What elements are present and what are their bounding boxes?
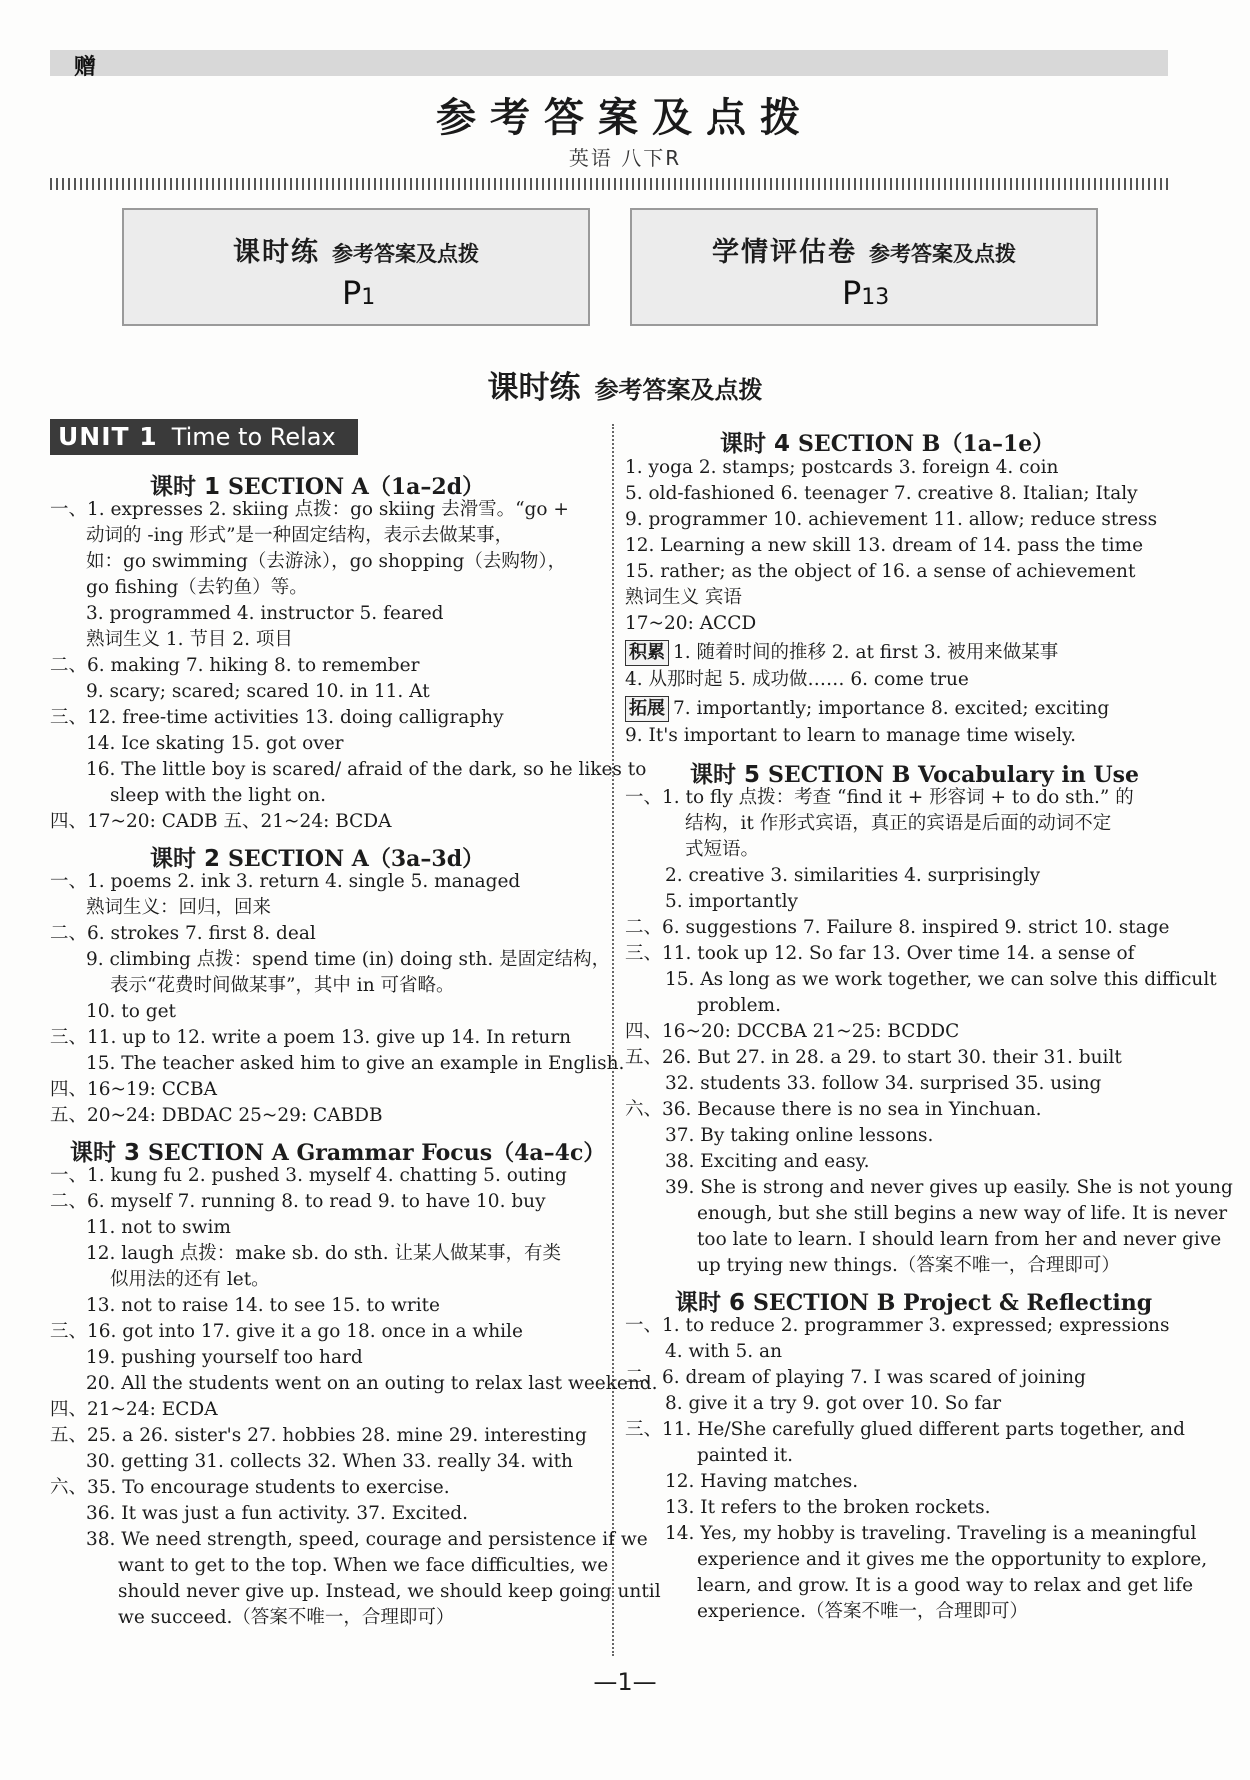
- lesson-heading: 课时 4 SECTION B（1a–1e）: [720, 431, 1055, 457]
- answer-line: 五、25. a 26. sister's 27. hobbies 28. mine 29. interesting: [50, 1425, 587, 1446]
- answer-line: 三、12. free-time activities 13. doing calligraphy: [50, 707, 504, 728]
- answer-line: 熟词生义：回归，回来: [86, 897, 272, 918]
- answer-line: 11. not to swim: [86, 1217, 231, 1238]
- answer-line: enough, but she still begins a new way of life. It is never: [697, 1203, 1228, 1224]
- answer-line: 结构，it 作形式宾语，真正的宾语是后面的动词不定: [685, 813, 1112, 834]
- answer-line: 熟词生义 宾语: [625, 587, 742, 608]
- answer-line: 动词的 -ing 形式”是一种固定结构，表示去做某事，: [86, 525, 514, 546]
- answer-line: 二、6. myself 7. running 8. to read 9. to have 10. buy: [50, 1191, 546, 1212]
- page-title: 参考答案及点拨: [436, 95, 814, 141]
- answer-line: want to get to the top. When we face difficulties, we: [118, 1555, 609, 1576]
- answer-line: too late to learn. I should learn from her and never give: [697, 1229, 1222, 1250]
- answer-line: learn, and grow. It is a good way to relax and get life: [697, 1575, 1194, 1596]
- answer-line: 37. By taking online lessons.: [665, 1125, 934, 1146]
- answer-line: 拓展 7. importantly; importance 8. excited; exciting: [625, 696, 1109, 722]
- answer-line: 五、26. But 27. in 28. a 29. to start 30. their 31. built: [625, 1047, 1122, 1068]
- answer-line: 19. pushing yourself too hard: [86, 1347, 363, 1368]
- answer-line: 六、36. Because there is no sea in Yinchuan.: [625, 1099, 1042, 1120]
- answer-line: 14. Ice skating 15. got over: [86, 733, 344, 754]
- answer-line: 三、11. took up 12. So far 13. Over time 14. a sense of: [625, 943, 1135, 964]
- answer-line: 38. Exciting and easy.: [665, 1151, 870, 1172]
- answer-line: 36. It was just a fun activity. 37. Excited.: [86, 1503, 469, 1524]
- answer-line: 9. climbing 点拨：spend time (in) doing sth. 是固定结构，: [86, 949, 611, 970]
- lesson-heading: 课时 6 SECTION B Project & Reflecting: [675, 1290, 1153, 1316]
- unit-banner: UNIT 1 Time to Relax: [50, 419, 358, 455]
- gift-mark: 赠: [74, 55, 97, 80]
- answer-line: problem.: [697, 995, 781, 1016]
- answer-line: experience.（答案不唯一，合理即可）: [697, 1601, 1028, 1622]
- answer-line: 一、1. kung fu 2. pushed 3. myself 4. chatting 5. outing: [50, 1165, 567, 1186]
- index-box-page: P13: [842, 274, 890, 312]
- answer-line: 9. programmer 10. achievement 11. allow; reduce stress: [625, 509, 1158, 530]
- answer-line: 15. As long as we work together, we can solve this difficult: [665, 969, 1217, 990]
- answer-line: 四、17~20: CADB 五、21~24: BCDA: [50, 811, 392, 832]
- answer-line: 16. The little boy is scared/ afraid of the dark, so he likes to: [86, 759, 647, 780]
- answer-line: 30. getting 31. collects 32. When 33. really 34. with: [86, 1451, 573, 1472]
- answer-line: 二、6. making 7. hiking 8. to remember: [50, 655, 420, 676]
- answer-line: 二、6. dream of playing 7. I was scared of joining: [625, 1367, 1086, 1388]
- answer-line: 四、21~24: ECDA: [50, 1399, 218, 1420]
- answer-line: 如：go swimming（去游泳），go shopping（去购物），: [86, 551, 567, 572]
- index-box-title: 学情评估卷: [712, 237, 857, 268]
- index-box-title: 课时练: [233, 237, 320, 268]
- answer-line: 一、1. to fly 点拨：考查 “find it + 形容词 + to do sth.” 的: [625, 787, 1134, 808]
- label-badge: 拓展: [625, 696, 669, 722]
- lesson-heading: 课时 1 SECTION A（1a–2d）: [150, 474, 485, 500]
- answer-line: 10. to get: [86, 1001, 176, 1022]
- dashed-divider: [50, 178, 1168, 190]
- answer-line: 三、11. He/She carefully glued different parts together, and: [625, 1419, 1185, 1440]
- answer-line: 二、6. strokes 7. first 8. deal: [50, 923, 316, 944]
- answer-line: 式短语。: [685, 839, 760, 860]
- answer-line: 四、16~20: DCCBA 21~25: BCDDC: [625, 1021, 960, 1042]
- answer-line: 一、1. to reduce 2. programmer 3. expressed; expressions: [625, 1315, 1170, 1336]
- answer-line: experience and it gives me the opportunity to explore,: [697, 1549, 1208, 1570]
- answer-line: 二、6. suggestions 7. Failure 8. inspired 9. strict 10. stage: [625, 917, 1170, 938]
- label-badge: 积累: [625, 640, 669, 666]
- lesson-heading: 课时 2 SECTION A（3a–3d）: [150, 846, 485, 872]
- answer-line: 五、20~24: DBDAC 25~29: CABDB: [50, 1105, 383, 1126]
- answer-line: 9. scary; scared; scared 10. in 11. At: [86, 681, 430, 702]
- answer-line: 5. importantly: [665, 891, 798, 912]
- answer-line: 熟词生义 1. 节目 2. 项目: [86, 629, 293, 650]
- answer-line: 4. with 5. an: [665, 1341, 782, 1362]
- answer-line: 13. It refers to the broken rockets.: [665, 1497, 991, 1518]
- page-subtitle: 英语 八下R: [568, 146, 682, 170]
- answer-line: go fishing（去钓鱼）等。: [86, 577, 308, 598]
- answer-line: 5. old-fashioned 6. teenager 7. creative 8. Italian; Italy: [625, 483, 1138, 504]
- answer-line: 三、11. up to 12. write a poem 13. give up 14. In return: [50, 1027, 572, 1048]
- answer-line: 一、1. expresses 2. skiing 点拨：go skiing 去滑雪。“go +: [50, 499, 569, 520]
- answer-line: 32. students 33. follow 34. surprised 35. using: [665, 1073, 1102, 1094]
- answer-line: 39. She is strong and never gives up easily. She is not young: [665, 1177, 1233, 1198]
- index-box-page: P1: [342, 274, 376, 312]
- answer-line: 12. laugh 点拨：make sb. do sth. 让某人做某事，有类: [86, 1243, 561, 1264]
- answer-line: we succeed.（答案不唯一，合理即可）: [118, 1607, 455, 1628]
- index-box-lesson-practice: [122, 208, 590, 326]
- answer-line: 38. We need strength, speed, courage and persistence if we: [86, 1529, 648, 1550]
- answer-line: 1. yoga 2. stamps; postcards 3. foreign 4. coin: [625, 457, 1059, 478]
- lesson-heading: 课时 3 SECTION A Grammar Focus（4a–4c）: [70, 1140, 606, 1166]
- page-number: —1—: [593, 1668, 657, 1696]
- answer-line: 15. rather; as the object of 16. a sense of achievement: [625, 561, 1136, 582]
- answer-line: 12. Having matches.: [665, 1471, 859, 1492]
- answer-line: should never give up. Instead, we should keep going until: [118, 1581, 661, 1602]
- answer-line: 积累 1. 随着时间的推移 2. at first 3. 被用来做某事: [625, 640, 1058, 666]
- answer-line: up trying new things.（答案不唯一，合理即可）: [697, 1255, 1120, 1276]
- answer-line: 9. It's important to learn to manage time wisely.: [625, 725, 1077, 746]
- section-title: 课时练 参考答案及点拨: [487, 370, 763, 406]
- answer-line: 2. creative 3. similarities 4. surprisingly: [665, 865, 1041, 886]
- answer-line: 似用法的还有 let。: [110, 1269, 270, 1290]
- answer-line: 20. All the students went on an outing to relax last weekend.: [86, 1373, 658, 1394]
- answer-line: 12. Learning a new skill 13. dream of 14. pass the time: [625, 535, 1144, 556]
- answer-line: 4. 从那时起 5. 成功做…… 6. come true: [625, 669, 969, 690]
- top-bar: [50, 50, 1168, 76]
- index-box-subtitle: 参考答案及点拨: [869, 242, 1016, 266]
- index-box-assessment: [630, 208, 1098, 326]
- answer-line: 表示“花费时间做某事”，其中 in 可省略。: [110, 975, 455, 996]
- answer-line: painted it.: [697, 1445, 794, 1466]
- column-divider: [612, 424, 614, 1656]
- answer-line: 六、35. To encourage students to exercise.: [50, 1477, 450, 1498]
- answer-line: 17~20: ACCD: [625, 613, 757, 634]
- answer-line: 14. Yes, my hobby is traveling. Traveling is a meaningful: [665, 1523, 1197, 1544]
- answer-line: 8. give it a try 9. got over 10. So far: [665, 1393, 1002, 1414]
- answer-line: 三、16. got into 17. give it a go 18. once in a while: [50, 1321, 523, 1342]
- answer-line: 3. programmed 4. instructor 5. feared: [86, 603, 444, 624]
- index-box-subtitle: 参考答案及点拨: [332, 242, 479, 266]
- answer-line: 四、16~19: CCBA: [50, 1079, 217, 1100]
- answer-line: 15. The teacher asked him to give an example in English.: [86, 1053, 625, 1074]
- answer-line: 一、1. poems 2. ink 3. return 4. single 5. managed: [50, 871, 521, 892]
- answer-line: sleep with the light on.: [110, 785, 327, 806]
- lesson-heading: 课时 5 SECTION B Vocabulary in Use: [690, 762, 1140, 788]
- answer-line: 13. not to raise 14. to see 15. to write: [86, 1295, 440, 1316]
